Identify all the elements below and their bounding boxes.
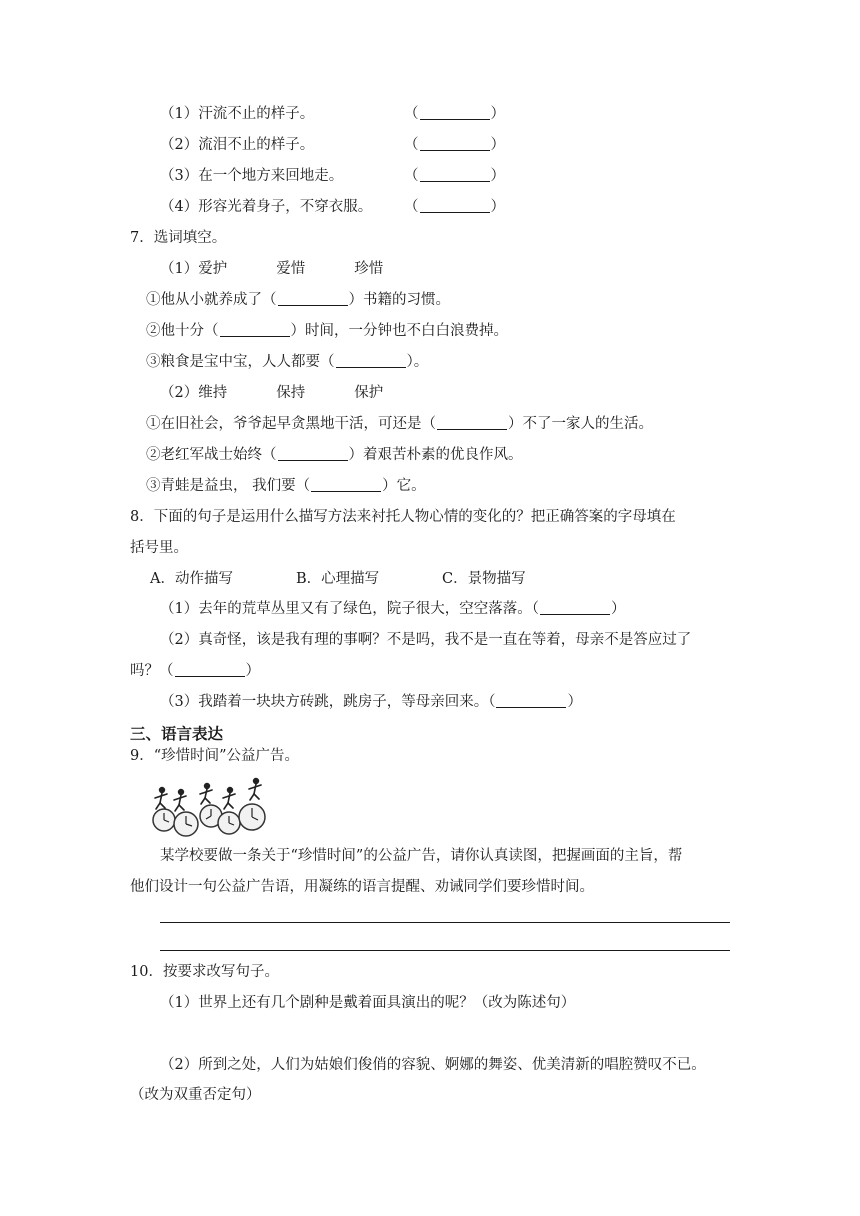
q8-title-line1: 8．下面的句子是运用什么描写方法来衬托人物心情的变化的？把正确答案的字母填在 xyxy=(130,509,676,525)
q10-sentence-2-line2: （改为双重否定句） xyxy=(130,1087,261,1103)
q8-options xyxy=(150,569,526,589)
word-option: 爱惜 xyxy=(276,261,306,277)
word-option: 爱护 xyxy=(198,261,228,277)
q6-item-4: （4）形容光着身子，不穿衣服。 xyxy=(160,199,373,215)
q9-title: 9．“珍惜时间”公益广告。 xyxy=(130,748,300,764)
q8-title-line2: 括号里。 xyxy=(130,540,188,556)
q7-sentence-1-1: ①他从小就养成了（ ）书籍的习惯。 xyxy=(146,292,450,308)
q9-paragraph-line2: 他们设计一句公益广告语，用凝练的语言提醒、劝诫同学们要珍惜时间。 xyxy=(130,879,594,895)
q7-sentence-1-3: ③粮食是宝中宝，人人都要（ ）。 xyxy=(146,354,429,370)
answer-blank[interactable] xyxy=(420,105,490,120)
running-clocks-illustration xyxy=(150,776,276,838)
group-label: （2） xyxy=(160,385,199,401)
q6-answer-2: （ ） xyxy=(404,137,505,153)
q6-answer-4: （ ） xyxy=(404,199,505,215)
word-option: 保护 xyxy=(354,385,384,401)
q7-group1-words xyxy=(160,259,383,279)
answer-blank[interactable] xyxy=(420,167,490,182)
group-label: （1） xyxy=(160,261,199,277)
answer-blank[interactable] xyxy=(437,415,507,430)
answer-blank[interactable] xyxy=(220,322,290,337)
answer-line[interactable] xyxy=(160,922,730,923)
word-option: 维持 xyxy=(198,385,228,401)
answer-blank[interactable] xyxy=(420,136,490,151)
q6-item-3: （3）在一个地方来回地走。 xyxy=(160,168,344,184)
answer-blank[interactable] xyxy=(311,477,381,492)
q10-title: 10．按要求改写句子。 xyxy=(130,964,279,980)
q7-title: 7．选词填空。 xyxy=(130,230,227,246)
answer-line[interactable] xyxy=(160,950,730,951)
option-c: C．景物描写 xyxy=(442,571,526,587)
q6-answer-1: （ ） xyxy=(404,106,505,122)
q6-answer-3: （ ） xyxy=(404,168,505,184)
answer-blank[interactable] xyxy=(540,600,610,615)
answer-blank[interactable] xyxy=(496,693,566,708)
answer-blank[interactable] xyxy=(278,291,348,306)
option-a: A．动作描写 xyxy=(150,571,233,587)
q10-sentence-2-line1: （2）所到之处，人们为姑娘们俊俏的容貌、婀娜的舞姿、优美清新的唱腔赞叹不已。 xyxy=(160,1057,706,1073)
q10-sentence-1: （1）世界上还有几个剧种是戴着面具演出的呢？（改为陈述句） xyxy=(160,995,576,1011)
answer-blank[interactable] xyxy=(278,446,348,461)
word-option: 珍惜 xyxy=(354,261,384,277)
answer-blank[interactable] xyxy=(420,198,490,213)
q7-group2-words xyxy=(160,383,383,403)
word-option: 保持 xyxy=(276,385,306,401)
q8-sentence-2-line1: （2）真奇怪，该是我有理的事啊？不是吗，我不是一直在等着，母亲不是答应过了 xyxy=(160,632,692,648)
answer-blank[interactable] xyxy=(175,662,245,677)
q7-sentence-2-3: ③青蛙是益虫， 我们要（ ）它。 xyxy=(146,478,426,494)
answer-blank[interactable] xyxy=(336,353,406,368)
q7-sentence-2-1: ①在旧社会，爷爷起早贪黑地干活，可还是（ ）不了一家人的生活。 xyxy=(146,416,653,432)
q8-sentence-1: （1）去年的荒草丛里又有了绿色，院子很大，空空落落。（ ） xyxy=(160,601,626,617)
q7-sentence-2-2: ②老红军战士始终（ ）着艰苦朴素的优良作风。 xyxy=(146,447,523,463)
q9-paragraph-line1: 某学校要做一条关于“珍惜时间”的公益广告，请你认真读图，把握画面的主旨，帮 xyxy=(160,848,683,864)
q8-sentence-2-line2: 吗？（ ） xyxy=(130,663,260,679)
q8-sentence-3: （3）我踏着一块块方砖跳，跳房子，等母亲回来。（ ） xyxy=(160,694,582,710)
section-title: 三、语言表达 xyxy=(130,725,224,743)
q6-item-2: （2）流泪不止的样子。 xyxy=(160,137,315,153)
q7-sentence-1-2: ②他十分（ ）时间，一分钟也不白白浪费掉。 xyxy=(146,323,508,339)
option-b: B．心理描写 xyxy=(296,571,380,587)
q6-item-1: （1）汗流不止的样子。 xyxy=(160,106,315,122)
